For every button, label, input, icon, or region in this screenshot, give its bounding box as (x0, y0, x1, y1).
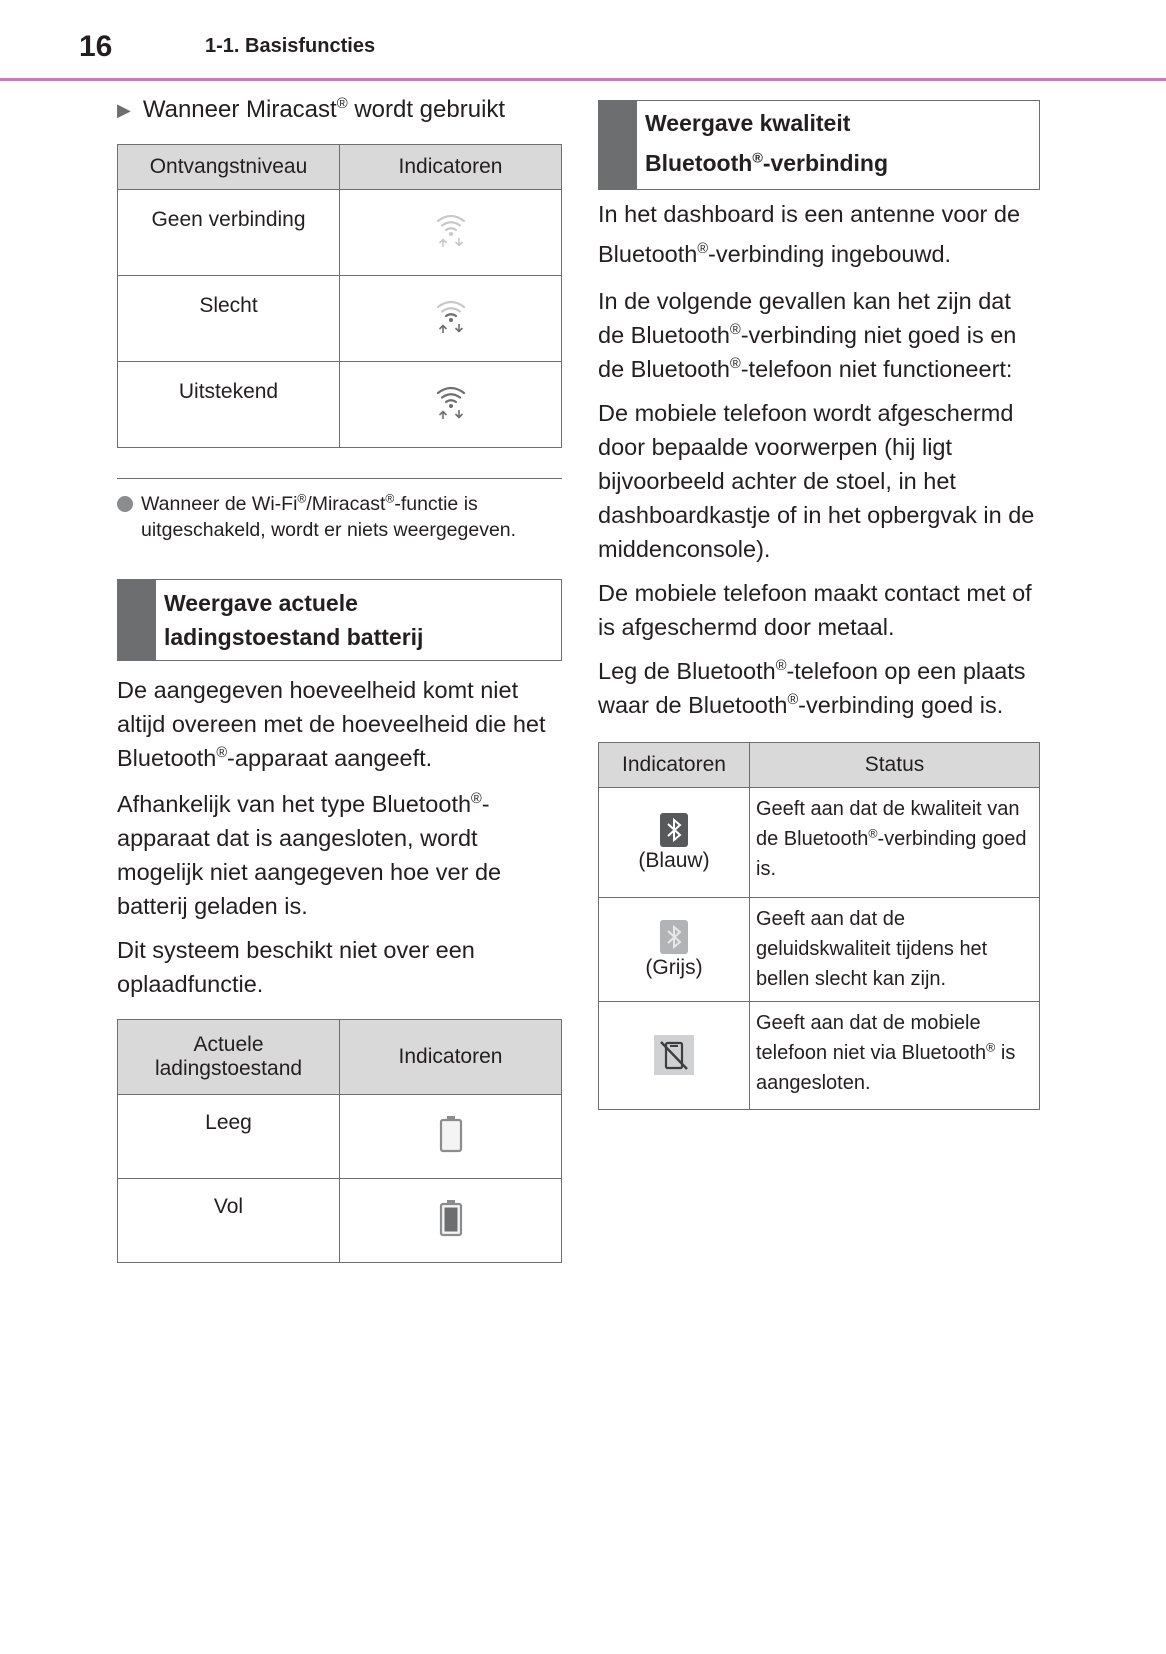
note-divider (117, 478, 562, 479)
heading-bar (599, 101, 637, 189)
bullet-dot-icon (117, 496, 133, 512)
table-row (118, 1095, 562, 1179)
bt-para-3: De mobiele telefoon wordt afgeschermd door bepaalde voorwerpen (hij ligt bijvoorbeeld achter de stoel, in het dashboardkastje of in het opbergvak in de middenconsole). (598, 400, 1035, 562)
bt-col-header-status: Status (750, 743, 1040, 788)
bt-para-4: De mobiele telefoon maakt contact met of is afgeschermd door metaal. (598, 580, 1032, 640)
bt-indicator-cell (599, 788, 750, 898)
wifi-signal-none-icon (340, 190, 562, 276)
bt-col-header-indicators: Indicatoren (599, 743, 750, 788)
note: Wanneer de Wi-Fi®/Miracast®-functie is uitgeschakeld, wordt er niets weergegeven. (117, 491, 562, 543)
page-number: 16 (79, 30, 113, 63)
signal-col-header-level: Ontvangstniveau (118, 145, 340, 190)
bluetooth-blue-icon (660, 813, 688, 847)
battery-label: Vol (118, 1179, 340, 1263)
table-row (118, 276, 562, 362)
battery-para-3: Dit systeem beschikt niet over een oplaadfunctie. (117, 937, 475, 997)
table-row (118, 190, 562, 276)
battery-full-icon (340, 1179, 562, 1263)
battery-col-header-state: Actuele ladingstoestand (118, 1020, 340, 1095)
bt-quality-heading: Weergave kwaliteit Bluetooth®-verbinding (598, 100, 1040, 190)
bt-status-text: Geeft aan dat de kwaliteit van de Bluetooth®-verbinding goed is. (750, 788, 1040, 898)
battery-para-2: Afhankelijk van het type Bluetooth®-apparaat dat is aangesloten, wordt mogelijk niet aangegeven hoe ver de batterij geladen is. (117, 791, 502, 919)
battery-heading: Weergave actuele ladingstoestand batterij (117, 579, 562, 661)
signal-label: Uitstekend (118, 362, 340, 448)
right-column (598, 100, 1040, 1110)
bt-indicator-cell (599, 898, 750, 1002)
signal-col-header-indicators: Indicatoren (340, 145, 562, 190)
battery-col-header-indicators: Indicatoren (340, 1020, 562, 1095)
bt-para-5: Leg de Bluetooth®-telefoon op een plaats waar de Bluetooth®-verbinding goed is. (598, 658, 1026, 718)
heading-bar (118, 580, 156, 660)
table-row (118, 1179, 562, 1263)
signal-label: Slecht (118, 276, 340, 362)
bt-para-1: In het dashboard is een antenne voor de Bluetooth®-verbinding ingebouwd. (598, 201, 1021, 267)
bt-status-table (598, 742, 1040, 1110)
battery-empty-icon (340, 1095, 562, 1179)
phone-disconnected-icon (654, 1035, 694, 1075)
signal-table (117, 144, 562, 448)
table-row (599, 788, 1040, 898)
table-row (599, 1002, 1040, 1110)
bt-caption: (Grijs) (645, 955, 703, 979)
bt-caption: (Blauw) (638, 848, 710, 872)
table-row (118, 362, 562, 448)
bt-status-text: Geeft aan dat de geluidskwaliteit tijdens het bellen slecht kan zijn. (750, 898, 1040, 1002)
bt-status-text: Geeft aan dat de mobiele telefoon niet via Bluetooth® is aangesloten. (750, 1002, 1040, 1110)
triangle-bullet-icon: ▶ (117, 99, 131, 120)
bt-para-2: In de volgende gevallen kan het zijn dat de Bluetooth®-verbinding niet goed is en de Bluetooth®-telefoon niet functioneert: (598, 288, 1017, 382)
miracast-heading: ▶ Wanneer Miracast® wordt gebruikt (117, 96, 506, 123)
table-row (599, 898, 1040, 1002)
bt-indicator-cell (599, 1002, 750, 1110)
bluetooth-grey-icon (660, 920, 688, 954)
wifi-signal-weak-icon (340, 276, 562, 362)
header-rule (0, 78, 1166, 81)
battery-para-1: De aangegeven hoeveelheid komt niet altijd overeen met de hoeveelheid die het Bluetooth®-apparaat aangeeft. (117, 677, 546, 771)
wifi-signal-excellent-icon (340, 362, 562, 448)
signal-label: Geen verbinding (118, 190, 340, 276)
section-title: 1-1. Basisfuncties (205, 35, 376, 57)
battery-table (117, 1019, 562, 1263)
left-column (117, 96, 562, 1263)
battery-label: Leeg (118, 1095, 340, 1179)
